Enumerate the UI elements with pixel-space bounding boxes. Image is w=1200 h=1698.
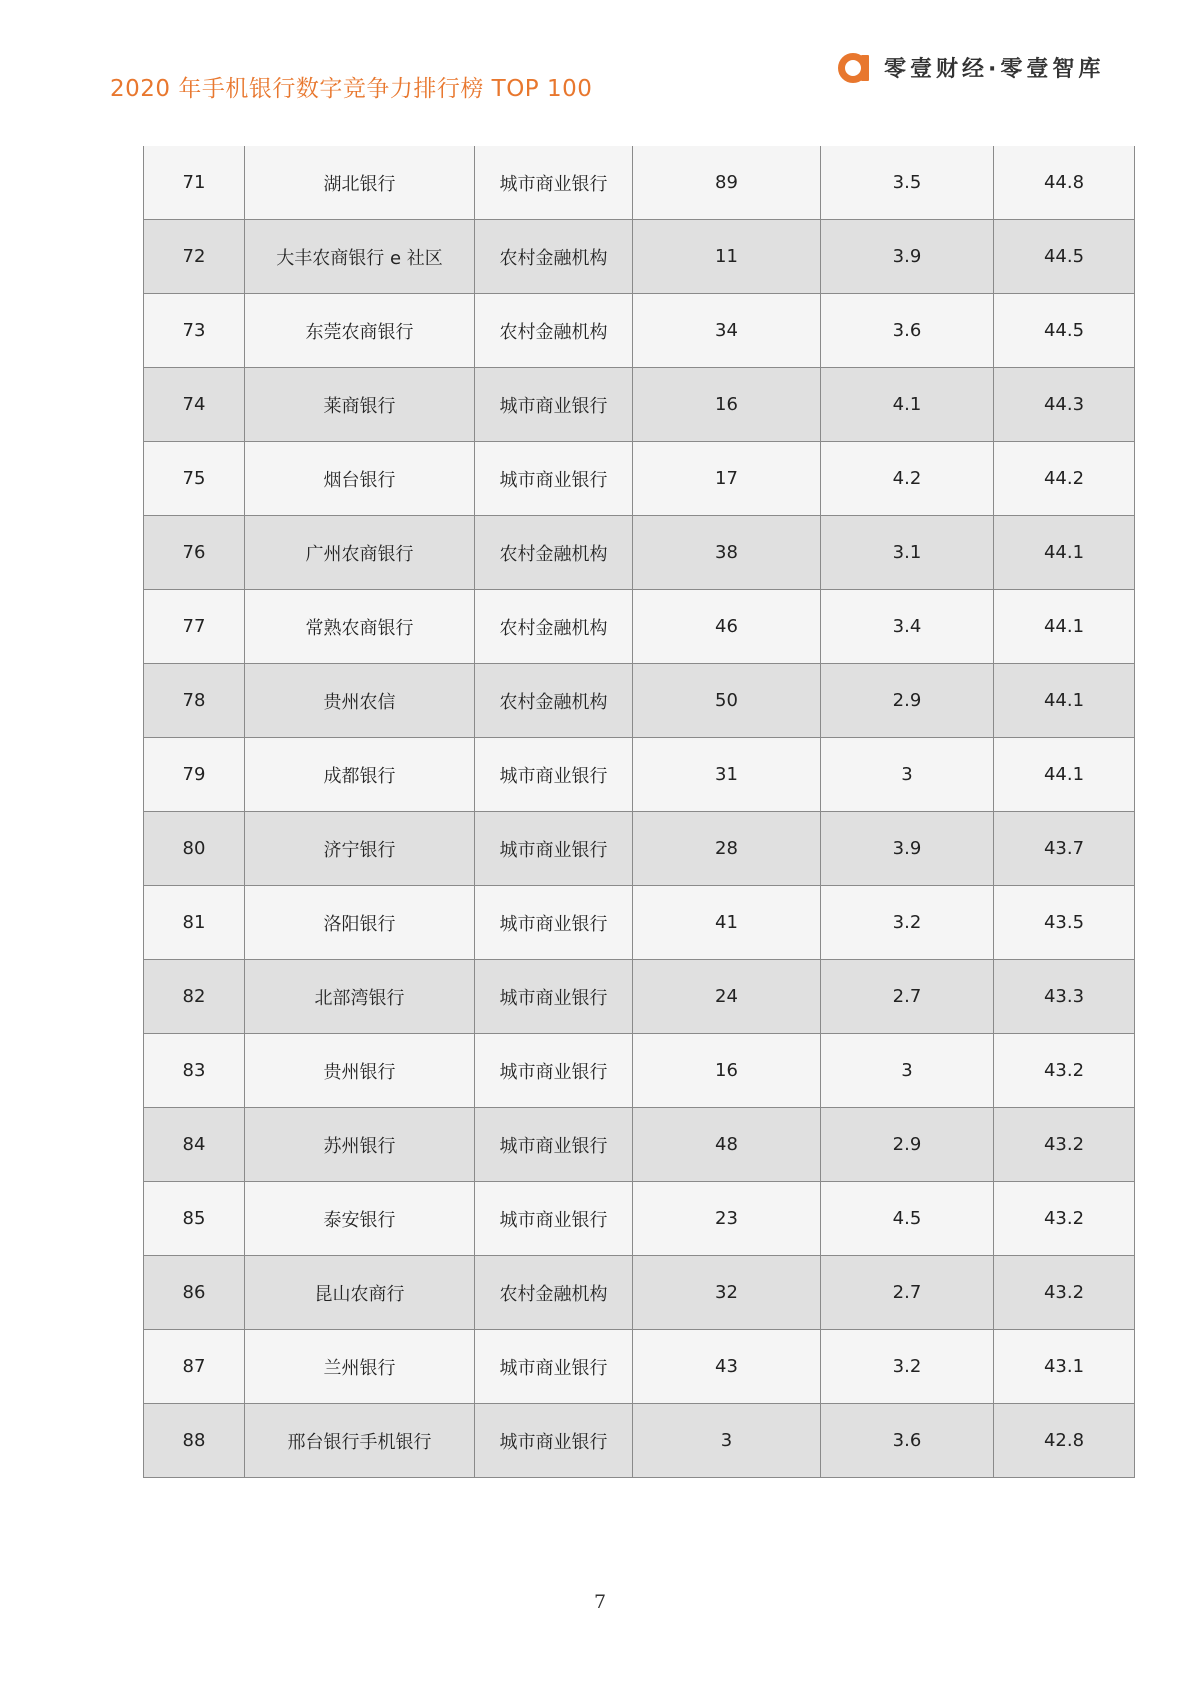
table-row bbox=[144, 442, 1135, 516]
value-cell: 3.9 bbox=[821, 220, 994, 294]
rank-cell: 87 bbox=[144, 1330, 245, 1404]
page-number: 7 bbox=[593, 1591, 607, 1613]
table-row bbox=[144, 664, 1135, 738]
rank-cell: 86 bbox=[144, 1256, 245, 1330]
category-cell: 城市商业银行 bbox=[475, 1330, 633, 1404]
rank-cell: 74 bbox=[144, 368, 245, 442]
bank-name-cell: 贵州农信 bbox=[245, 664, 475, 738]
bank-name-cell: 洛阳银行 bbox=[245, 886, 475, 960]
ranking-table bbox=[143, 146, 1134, 1478]
score-cell: 43.3 bbox=[994, 960, 1135, 1034]
score-cell: 44.8 bbox=[994, 146, 1135, 220]
rank-cell: 82 bbox=[144, 960, 245, 1034]
category-cell: 农村金融机构 bbox=[475, 220, 633, 294]
page-header-title: 2020 年手机银行数字竞争力排行榜 TOP 100 bbox=[110, 76, 593, 102]
value-cell: 50 bbox=[633, 664, 821, 738]
table-row bbox=[144, 220, 1135, 294]
rank-cell: 77 bbox=[144, 590, 245, 664]
rank-cell: 75 bbox=[144, 442, 245, 516]
score-cell: 44.1 bbox=[994, 738, 1135, 812]
value-cell: 3.1 bbox=[821, 516, 994, 590]
value-cell: 16 bbox=[633, 1034, 821, 1108]
value-cell: 2.9 bbox=[821, 1108, 994, 1182]
table-row bbox=[144, 886, 1135, 960]
score-cell: 44.1 bbox=[994, 664, 1135, 738]
bank-name-cell: 大丰农商银行 e 社区 bbox=[245, 220, 475, 294]
table-row bbox=[144, 960, 1135, 1034]
score-cell: 44.1 bbox=[994, 590, 1135, 664]
rank-cell: 84 bbox=[144, 1108, 245, 1182]
value-cell: 3.2 bbox=[821, 1330, 994, 1404]
value-cell: 48 bbox=[633, 1108, 821, 1182]
value-cell: 3.6 bbox=[821, 1404, 994, 1478]
value-cell: 23 bbox=[633, 1182, 821, 1256]
value-cell: 43 bbox=[633, 1330, 821, 1404]
rank-cell: 73 bbox=[144, 294, 245, 368]
table-row bbox=[144, 1330, 1135, 1404]
value-cell: 11 bbox=[633, 220, 821, 294]
score-cell: 44.3 bbox=[994, 368, 1135, 442]
value-cell: 3.5 bbox=[821, 146, 994, 220]
bank-name-cell: 邢台银行手机银行 bbox=[245, 1404, 475, 1478]
score-cell: 43.2 bbox=[994, 1256, 1135, 1330]
rank-cell: 72 bbox=[144, 220, 245, 294]
value-cell: 34 bbox=[633, 294, 821, 368]
table-row bbox=[144, 738, 1135, 812]
bank-name-cell: 烟台银行 bbox=[245, 442, 475, 516]
rank-cell: 85 bbox=[144, 1182, 245, 1256]
category-cell: 城市商业银行 bbox=[475, 368, 633, 442]
category-cell: 城市商业银行 bbox=[475, 1034, 633, 1108]
category-cell: 城市商业银行 bbox=[475, 146, 633, 220]
value-cell: 32 bbox=[633, 1256, 821, 1330]
category-cell: 农村金融机构 bbox=[475, 664, 633, 738]
bank-name-cell: 成都银行 bbox=[245, 738, 475, 812]
value-cell: 3 bbox=[821, 738, 994, 812]
category-cell: 农村金融机构 bbox=[475, 516, 633, 590]
category-cell: 城市商业银行 bbox=[475, 1404, 633, 1478]
bank-name-cell: 常熟农商银行 bbox=[245, 590, 475, 664]
value-cell: 38 bbox=[633, 516, 821, 590]
rank-cell: 81 bbox=[144, 886, 245, 960]
score-cell: 44.2 bbox=[994, 442, 1135, 516]
value-cell: 3.6 bbox=[821, 294, 994, 368]
value-cell: 17 bbox=[633, 442, 821, 516]
score-cell: 43.2 bbox=[994, 1034, 1135, 1108]
rank-cell: 79 bbox=[144, 738, 245, 812]
table-row bbox=[144, 294, 1135, 368]
value-cell: 2.9 bbox=[821, 664, 994, 738]
score-cell: 43.1 bbox=[994, 1330, 1135, 1404]
rank-cell: 80 bbox=[144, 812, 245, 886]
category-cell: 城市商业银行 bbox=[475, 442, 633, 516]
score-cell: 43.2 bbox=[994, 1108, 1135, 1182]
value-cell: 2.7 bbox=[821, 1256, 994, 1330]
category-cell: 城市商业银行 bbox=[475, 738, 633, 812]
score-cell: 44.1 bbox=[994, 516, 1135, 590]
score-cell: 42.8 bbox=[994, 1404, 1135, 1478]
category-cell: 农村金融机构 bbox=[475, 590, 633, 664]
value-cell: 16 bbox=[633, 368, 821, 442]
score-cell: 43.5 bbox=[994, 886, 1135, 960]
bank-name-cell: 东莞农商银行 bbox=[245, 294, 475, 368]
table-row bbox=[144, 590, 1135, 664]
brand-a-logo-icon bbox=[838, 50, 872, 84]
bank-name-cell: 湖北银行 bbox=[245, 146, 475, 220]
value-cell: 4.5 bbox=[821, 1182, 994, 1256]
category-cell: 城市商业银行 bbox=[475, 960, 633, 1034]
table-row bbox=[144, 1404, 1135, 1478]
score-cell: 43.2 bbox=[994, 1182, 1135, 1256]
value-cell: 3.9 bbox=[821, 812, 994, 886]
category-cell: 城市商业银行 bbox=[475, 812, 633, 886]
bank-name-cell: 兰州银行 bbox=[245, 1330, 475, 1404]
value-cell: 46 bbox=[633, 590, 821, 664]
value-cell: 89 bbox=[633, 146, 821, 220]
category-cell: 城市商业银行 bbox=[475, 1108, 633, 1182]
table-row bbox=[144, 812, 1135, 886]
table-row bbox=[144, 1182, 1135, 1256]
bank-name-cell: 昆山农商行 bbox=[245, 1256, 475, 1330]
value-cell: 24 bbox=[633, 960, 821, 1034]
bank-name-cell: 济宁银行 bbox=[245, 812, 475, 886]
category-cell: 城市商业银行 bbox=[475, 886, 633, 960]
rank-cell: 78 bbox=[144, 664, 245, 738]
category-cell: 农村金融机构 bbox=[475, 1256, 633, 1330]
rank-cell: 76 bbox=[144, 516, 245, 590]
bank-name-cell: 广州农商银行 bbox=[245, 516, 475, 590]
value-cell: 4.2 bbox=[821, 442, 994, 516]
value-cell: 3 bbox=[821, 1034, 994, 1108]
ranking-table-body bbox=[144, 146, 1135, 1478]
score-cell: 43.7 bbox=[994, 812, 1135, 886]
bank-name-cell: 泰安银行 bbox=[245, 1182, 475, 1256]
bank-name-cell: 苏州银行 bbox=[245, 1108, 475, 1182]
table-row bbox=[144, 368, 1135, 442]
bank-name-cell: 莱商银行 bbox=[245, 368, 475, 442]
bank-name-cell: 贵州银行 bbox=[245, 1034, 475, 1108]
category-cell: 城市商业银行 bbox=[475, 1182, 633, 1256]
rank-cell: 83 bbox=[144, 1034, 245, 1108]
value-cell: 3.2 bbox=[821, 886, 994, 960]
rank-cell: 71 bbox=[144, 146, 245, 220]
category-cell: 农村金融机构 bbox=[475, 294, 633, 368]
score-cell: 44.5 bbox=[994, 220, 1135, 294]
value-cell: 3.4 bbox=[821, 590, 994, 664]
score-cell: 44.5 bbox=[994, 294, 1135, 368]
value-cell: 41 bbox=[633, 886, 821, 960]
table-row bbox=[144, 1108, 1135, 1182]
table-row bbox=[144, 1034, 1135, 1108]
bank-name-cell: 北部湾银行 bbox=[245, 960, 475, 1034]
table-row bbox=[144, 516, 1135, 590]
brand-name: 零壹财经·零壹智库 bbox=[884, 56, 1105, 82]
value-cell: 4.1 bbox=[821, 368, 994, 442]
value-cell: 2.7 bbox=[821, 960, 994, 1034]
value-cell: 3 bbox=[633, 1404, 821, 1478]
table-row bbox=[144, 1256, 1135, 1330]
value-cell: 31 bbox=[633, 738, 821, 812]
brand bbox=[838, 50, 1104, 84]
rank-cell: 88 bbox=[144, 1404, 245, 1478]
value-cell: 28 bbox=[633, 812, 821, 886]
table-row bbox=[144, 146, 1135, 220]
